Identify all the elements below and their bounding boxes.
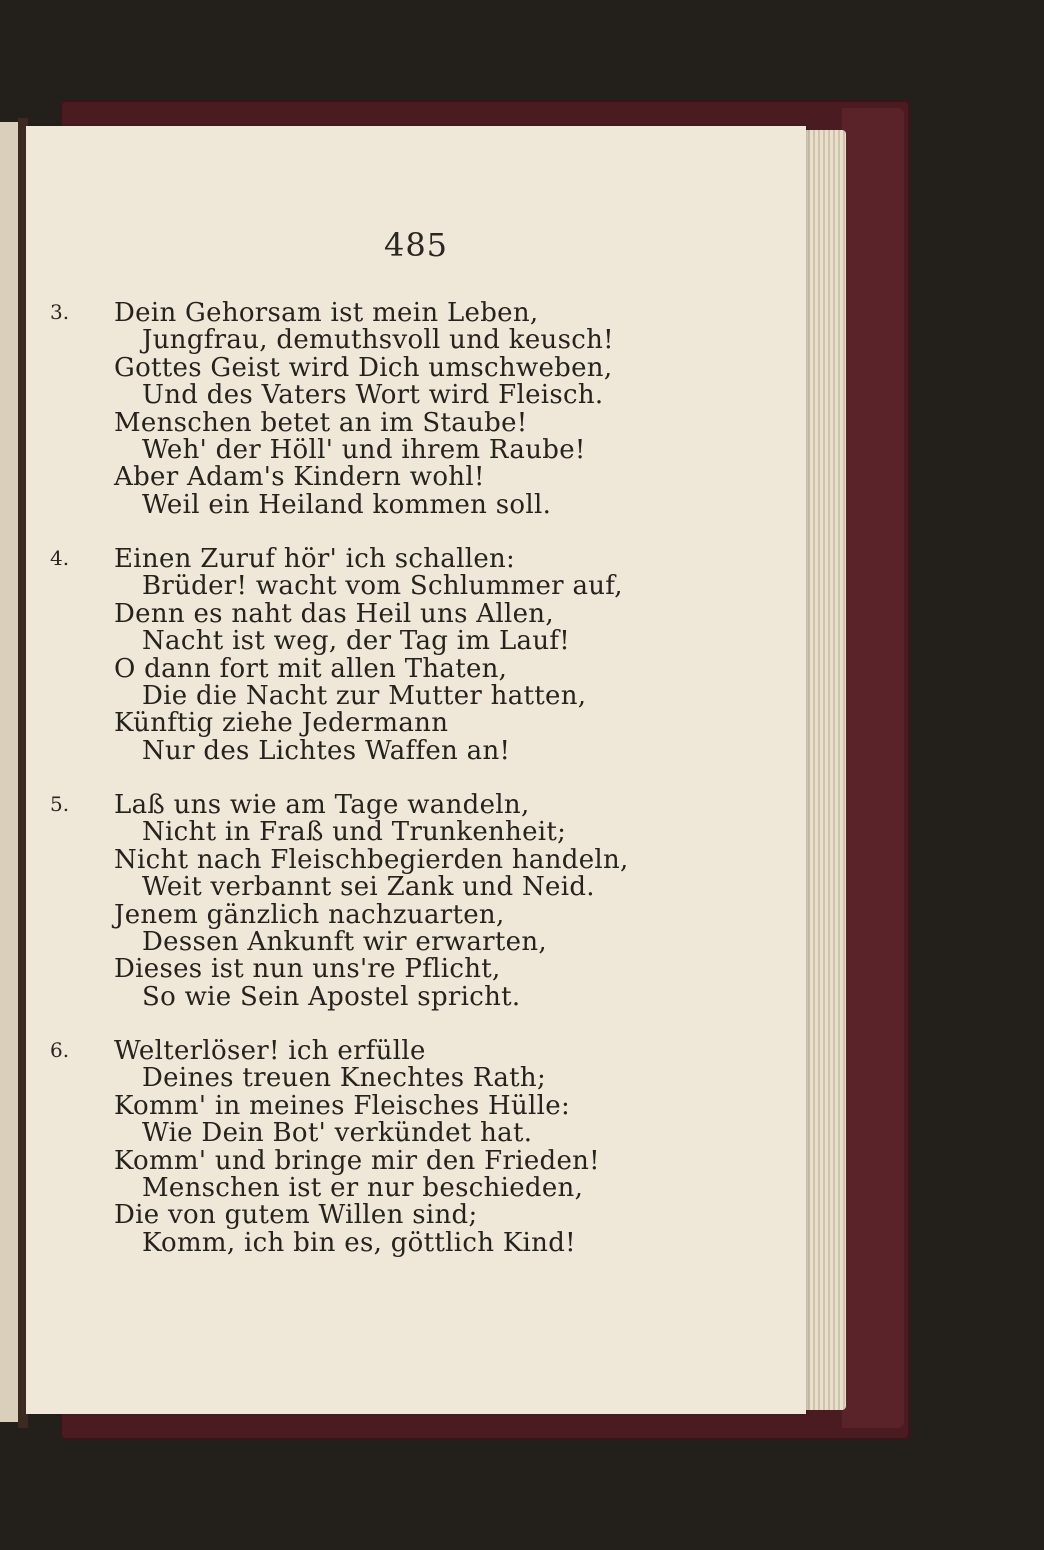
left-page-edge [0, 122, 20, 1422]
verse-line: Und des Vaters Wort wird Fleisch. [142, 380, 604, 411]
verse-line: Wie Dein Bot' verkündet hat. [142, 1118, 533, 1149]
stanza-number: 3. [50, 300, 70, 324]
verse-line: Laß uns wie am Tage wandeln, [114, 790, 530, 820]
verse-line: Brüder! wacht vom Schlummer auf, [142, 571, 623, 602]
verse-line: Menschen ist er nur beschieden, [142, 1173, 584, 1203]
stanza-number: 6. [50, 1038, 70, 1062]
verse-line: Weh' der Höll' und ihrem Raube! [142, 435, 586, 465]
verse-line: Jenem gänzlich nachzuarten, [114, 899, 505, 930]
book-page [26, 126, 806, 1414]
verse-line: Welterlöser! ich erfülle [114, 1036, 426, 1066]
verse-line: Menschen betet an im Staube! [114, 407, 528, 438]
book-cover-edge [842, 108, 904, 1428]
verse-line: Komm' in meines Fleisches Hülle: [114, 1090, 571, 1121]
verse-line: Die von gutem Willen sind; [114, 1200, 478, 1231]
verse-line: Deines treuen Knechtes Rath; [142, 1063, 547, 1094]
verse-line: Aber Adam's Kindern wohl! [114, 462, 485, 493]
verse-line: Weit verbannt sei Zank und Neid. [142, 872, 595, 903]
verse-line: Nicht nach Fleischbegierden handeln, [114, 844, 629, 875]
verse-line: Einen Zuruf hör' ich schallen: [114, 544, 516, 574]
verse-line: Weil ein Heiland kommen soll. [142, 489, 552, 520]
verse-line: Dieses ist nun uns're Pflicht, [114, 954, 501, 985]
stanza-number: 5. [50, 792, 70, 816]
verse-line: Künftig ziehe Jedermann [114, 708, 449, 739]
verse-line: Jungfrau, demuthsvoll und keusch! [142, 325, 614, 356]
verse-line: O dann fort mit allen Thaten, [114, 653, 508, 684]
verse-line: Dessen Ankunft wir erwarten, [142, 927, 547, 957]
verse-line: Komm' und bringe mir den Frieden! [114, 1145, 600, 1176]
verse-line: Gottes Geist wird Dich umschweben, [114, 352, 613, 383]
verse-line: Komm, ich bin es, göttlich Kind! [142, 1227, 576, 1258]
verse-line: Nacht ist weg, der Tag im Lauf! [142, 626, 571, 657]
verse-line: Denn es naht das Heil uns Allen, [114, 598, 554, 629]
verse-line: Nicht in Fraß und Trunkenheit; [142, 817, 567, 848]
verse-line: Nur des Lichtes Waffen an! [142, 735, 511, 766]
page-number: 485 [383, 226, 449, 264]
verse-line: So wie Sein Apostel spricht. [142, 981, 521, 1012]
stanza-number: 4. [50, 546, 70, 570]
verse-line: Dein Gehorsam ist mein Leben, [114, 298, 539, 328]
verse-line: Die die Nacht zur Mutter hatten, [142, 681, 587, 711]
